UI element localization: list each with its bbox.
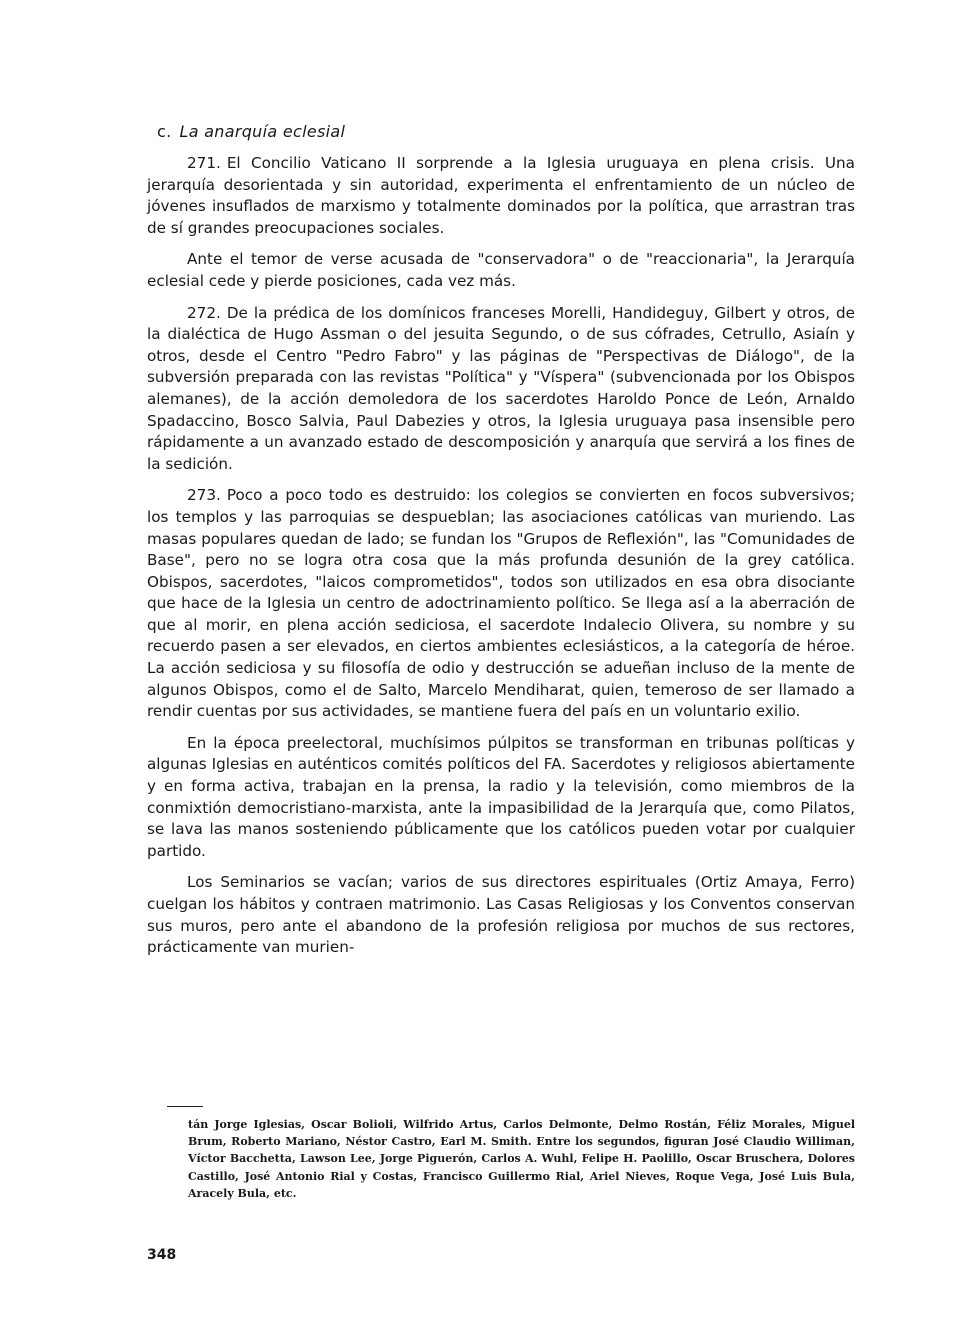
paragraph-271b: [147, 249, 855, 292]
footnote: tán Jorge Iglesias, Oscar Bolioli, Wilfrido Artus, Carlos Delmonte, Delmo Rostán, Féliz Morales, Miguel Brum, Roberto Mariano, Néstor Castro, Earl M. Smith. Entre los segundos, figuran José Claudio Williman, Víctor Bacchetta, Lawson Lee, Jorge Piguerón, Carlos A. Wuhl, Felipe H. Paolillo, Oscar Bruschera, Dolores Castillo, José Antonio Rial y Costas, Francisco Guillermo Rial, Ariel Nieves, Roque Vega, José Luis Bula, Aracely Bula, etc.: [188, 1118, 855, 1200]
paragraph-text: Poco a poco todo es destruido: los colegios se convierten en focos subversivos; los templos y las parroquias se despueblan; las asociaciones católicas van muriendo. Las masas populares quedan de lado; se fundan los "Grupos de Reflexión", las "Comunidades de Base", pero no se logra otra cosa que la más profunda desunión de la grey católica. Obispos, sacerdotes, "laicos comprometidos", todos son utilizados en esa obra disociante que hace de la Iglesia un centro de adoctrinamiento político. Se llega así a la aberración de que al morir, en plena acción sediciosa, el sacerdote Indalecio Olivera, su nombre y su recuerdo pasen a ser elevados, en ciertos ambientes eclesiásticos, a la categoría de héroe. La acción sediciosa y su filosofía de odio y destrucción se adueñan incluso de la mente de algunos Obispos, como el de Salto, Marcelo Mendiharat, quien, temeroso de ser llamado a rendir cuentas por sus actividades, se mantiene fuera del país en un voluntario exilio.: [147, 486, 855, 721]
page-number: 348: [147, 1247, 177, 1263]
paragraph-number: 273.: [187, 486, 221, 505]
section-title: La anarquía eclesial: [179, 122, 346, 141]
paragraph-text: Ante el temor de verse acusada de "conservadora" o de "reaccionaria", la Jerarquía eclesial cede y pierde posiciones, cada vez más.: [147, 250, 855, 290]
paragraph-number: 272.: [187, 303, 221, 322]
paragraph-273c: [147, 872, 855, 958]
paragraph-273: [147, 485, 855, 723]
paragraph-text: El Concilio Vaticano II sorprende a la Iglesia uruguaya en plena crisis. Una jerarquía desorientada y sin autoridad, experimenta el enfrentamiento de un núcleo de jóvenes insuflados de marxismo y totalmente dominados por la política, que arrastran tras de sí grandes preocupaciones sociales.: [147, 154, 855, 237]
main-text: [147, 122, 855, 969]
paragraph-number: 271.: [187, 154, 221, 172]
paragraph-text: Los Seminarios se vacían; varios de sus directores espirituales (Ortiz Amaya, Ferro) cuelgan los hábitos y contraen matrimonio. Las Casas Religiosas y los Conventos conservan sus muros, pero ante el abandono de la profesión religiosa por muchos de sus rectores, prácticamente van murien-: [147, 873, 855, 957]
section-letter: c.: [157, 122, 172, 141]
paragraph-272: [147, 303, 855, 476]
footnote-divider: [167, 1106, 203, 1107]
paragraph-273b: [147, 733, 855, 863]
paragraph-271: [147, 153, 855, 239]
paragraph-text: En la época preelectoral, muchísimos púlpitos se transforman en tribunas políticas y algunas Iglesias en auténticos comités políticos del FA. Sacerdotes y religiosos abiertamente y en forma activa, trabajan en la prensa, la radio y la televisión, como miembros de la conmixtión democristiano-marxista, ante la impasibilidad de la Jerarquía que, como Pilatos, se lava las manos sosteniendo públicamente que los católicos pueden votar por cualquier partido.: [147, 733, 855, 860]
paragraph-text: De la prédica de los domínicos franceses Morelli, Handideguy, Gilbert y otros, de la dialéctica de Hugo Assman o del jesuita Segundo, o de sus cófrades, Cetrullo, Asiaín y otros, desde el Centro "Pedro Fabro" y las páginas de "Perspectivas de Diálogo", de la subversión preparada con las revistas "Política" y "Víspera" (subvencionada por los Obispos alemanes), de la acción demoledora de los sacerdotes Haroldo Ponce de León, Arnaldo Spadaccino, Bosco Salvia, Paul Dabezies y otros, la Iglesia uruguaya pasa insensible pero rápidamente a un avanzado estado de descomposición y anarquía que servirá a los fines de la sedición.: [147, 303, 855, 473]
section-heading: [157, 122, 855, 141]
